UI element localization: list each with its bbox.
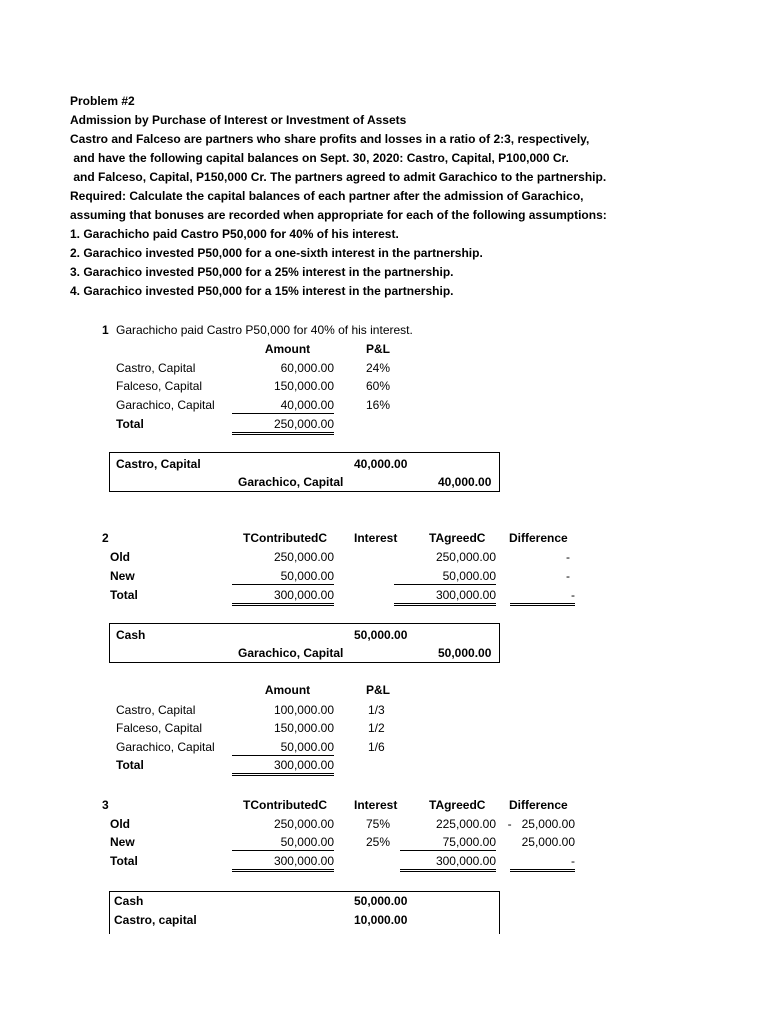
je-credit-amount: 40,000.00: [438, 475, 492, 489]
section-number: 2: [102, 531, 109, 545]
row-amount: 100,000.00: [273, 703, 334, 717]
row-label: Garachico, Capital: [116, 398, 215, 412]
contributed-header: TContributedC: [243, 531, 327, 545]
total-amount: 300,000.00: [232, 757, 334, 776]
row-label: Old: [110, 550, 130, 564]
agreed-header: TAgreedC: [429, 798, 486, 812]
row-agreed: 225,000.00: [435, 817, 496, 831]
difference-header: Difference: [509, 798, 568, 812]
je-line1-account: Cash: [114, 894, 144, 908]
je-debit-amount: 40,000.00: [354, 457, 408, 471]
pl-header: P&L: [366, 342, 390, 356]
row-label: Garachico, Capital: [116, 740, 215, 754]
assumption-1: 1. Garachicho paid Castro P50,000 for 40% of his interest.: [70, 227, 399, 241]
row-label: Castro, Capital: [116, 703, 196, 717]
row-label: Old: [110, 817, 130, 831]
row-agreed: 250,000.00: [435, 550, 496, 564]
row-contributed: 300,000.00: [232, 587, 334, 606]
amount-header: Amount: [264, 342, 311, 356]
je-credit-amount: 50,000.00: [438, 646, 492, 660]
agreed-header: TAgreedC: [429, 531, 486, 545]
je-debit-account: Cash: [116, 628, 146, 642]
problem-line: and have the following capital balances on Sept. 30, 2020: Castro, Capital, P100,000 Cr.: [70, 151, 569, 165]
row-difference: -: [510, 587, 575, 606]
section-title: Garachicho paid Castro P50,000 for 40% of his interest.: [116, 323, 413, 337]
row-label: Falceso, Capital: [116, 721, 203, 735]
row-label: Castro, Capital: [116, 361, 196, 375]
section-number: 3: [102, 798, 109, 812]
row-interest: 25%: [366, 835, 391, 849]
problem-line: Castro and Falceso are partners who share profits and losses in a ratio of 2:3, respectively,: [70, 132, 590, 146]
difference-header: Difference: [509, 531, 568, 545]
row-amount: 150,000.00: [273, 721, 334, 735]
pl-header: P&L: [366, 683, 390, 697]
row-amount: 50,000.00: [232, 739, 334, 756]
interest-header: Interest: [354, 531, 398, 545]
row-pl: 1/6: [368, 740, 385, 754]
assumption-2: 2. Garachico invested P50,000 for a one-sixth interest in the partnership.: [70, 246, 483, 260]
contributed-header: TContributedC: [243, 798, 327, 812]
row-agreed: 300,000.00: [400, 853, 496, 872]
row-pl: 1/3: [368, 703, 385, 717]
row-contributed: 50,000.00: [232, 834, 334, 851]
je-debit-account: Castro, Capital: [116, 457, 201, 471]
assumption-3: 3. Garachico invested P50,000 for a 25% interest in the partnership.: [70, 265, 454, 279]
total-label: Total: [116, 417, 144, 431]
row-contributed: 300,000.00: [232, 853, 334, 872]
problem-line: assuming that bonuses are recorded when appropriate for each of the following assumptions:: [70, 208, 607, 222]
problem-subtitle: Admission by Purchase of Interest or Investment of Assets: [70, 113, 407, 127]
row-difference: - 25,000.00: [507, 817, 575, 831]
row-amount: 60,000.00: [280, 361, 334, 375]
row-difference: 25,000.00: [521, 835, 575, 849]
row-agreed: 75,000.00: [400, 834, 496, 851]
row-agreed: 300,000.00: [394, 587, 496, 606]
row-pl: 1/2: [368, 721, 385, 735]
problem-title: Problem #2: [70, 94, 135, 108]
je-line1-amount: 50,000.00: [354, 894, 408, 908]
problem-line: and Falceso, Capital, P150,000 Cr. The partners agreed to admit Garachico to the partnership.: [70, 170, 607, 184]
row-pl: 16%: [366, 398, 391, 412]
row-contributed: 250,000.00: [273, 817, 334, 831]
row-difference: -: [566, 550, 570, 564]
amount-header: Amount: [264, 683, 311, 697]
row-agreed: 50,000.00: [394, 568, 496, 585]
row-pl: 24%: [366, 361, 391, 375]
je-line2-account: Castro, capital: [114, 913, 197, 927]
row-difference: -: [566, 569, 570, 583]
row-pl: 60%: [366, 379, 391, 393]
je-credit-account: Garachico, Capital: [238, 475, 344, 489]
row-contributed: 250,000.00: [273, 550, 334, 564]
row-amount: 40,000.00: [232, 397, 334, 414]
total-amount: 250,000.00: [232, 416, 334, 435]
section-number: 1: [102, 323, 109, 337]
row-difference: -: [510, 853, 575, 872]
total-label: Total: [116, 758, 144, 772]
interest-header: Interest: [354, 798, 398, 812]
row-label: Total: [110, 854, 138, 868]
row-contributed: 50,000.00: [232, 568, 334, 585]
problem-line: Required: Calculate the capital balances of each partner after the admission of Garachico,: [70, 189, 584, 203]
row-label: Falceso, Capital: [116, 379, 203, 393]
row-interest: 75%: [366, 817, 391, 831]
je-credit-account: Garachico, Capital: [238, 646, 344, 660]
row-label: New: [110, 835, 135, 849]
assumption-4: 4. Garachico invested P50,000 for a 15% interest in the partnership.: [70, 284, 454, 298]
row-label: Total: [110, 588, 138, 602]
row-label: New: [110, 569, 135, 583]
row-amount: 150,000.00: [273, 379, 334, 393]
je-debit-amount: 50,000.00: [354, 628, 408, 642]
je-line2-amount: 10,000.00: [354, 913, 408, 927]
